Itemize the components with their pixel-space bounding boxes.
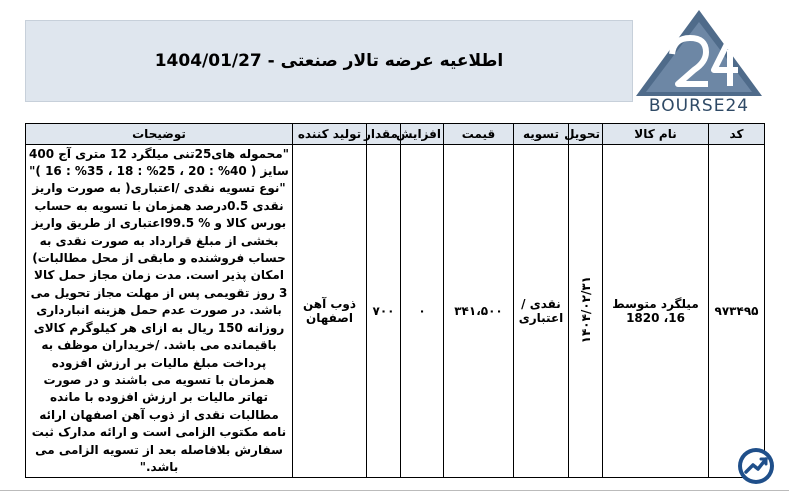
cell-increase: ۰: [401, 145, 444, 478]
cell-delivery: [569, 145, 603, 478]
header-increase: افزایش: [401, 124, 444, 145]
cell-producer: ذوب آهن اصفهان: [293, 145, 367, 478]
page-title: اطلاعیه عرضه تالار صنعتی - 1404/01/27: [154, 51, 504, 71]
header-product: نام کالا: [603, 124, 709, 145]
delivery-date: ۱۴۰۴/۰۲/۳۱: [578, 275, 593, 344]
title-banner: [25, 20, 633, 102]
cell-product: میلگرد متوسط 16، 1820: [603, 145, 709, 478]
header-price: قیمت: [444, 124, 514, 145]
cell-price: ۳۴۱،۵۰۰: [444, 145, 514, 478]
footer-divider: [0, 490, 789, 491]
cell-description: "محموله های25تنی میلگرد 12 متری آج 400 سایز ( 40% : 20 ، 25% : 18 ، 35% : 16 )" "نوع تسویه نقدی /اعتباری( به صورت واریز نقدی 0.5درصد همزمان با تسویه به حساب بورس کالا و % 99.5اعتباری از طریق واریز بخشی از مبلغ قرارداد به صورت نقدی به حساب فروشنده و مابقی از محل مطالبات) امکان پذیر است. مدت زمان مجاز حمل کالا 3 روز تقویمی پس از مهلت مجاز تحویل می باشد. در صورت عدم حمل هزینه انبارداری روزانه 150 ریال به ازای هر کیلوگرم کالای باقیمانده می باشد. /خریداران موظف به پرداخت مبلغ مالیات بر ارزش افزوده همزمان با تسویه می باشند و در صورت تهاتر مالیات بر ارزش افزوده با مانده مطالبات نقدی از ذوب آهن اصفهان ارائه نامه مکتوب الزامی است و ارائه مدارک ثبت سفارش بلافاصله بعد از تسویه الزامی می باشد.": [26, 145, 293, 478]
bourse24-badge-icon: [736, 446, 776, 486]
logo-wordmark: BOURSE24: [648, 96, 750, 116]
header-quantity: مقدار: [367, 124, 401, 145]
table-row: [26, 145, 765, 478]
header-delivery: تحویل: [569, 124, 603, 145]
offering-table: [25, 123, 765, 478]
table-header-row: [26, 124, 765, 145]
cell-code: ۹۷۳۴۹۵: [709, 145, 765, 478]
cell-settlement: نقدی / اعتباری: [514, 145, 569, 478]
cell-quantity: ۷۰۰: [367, 145, 401, 478]
header-settlement: تسویه: [514, 124, 569, 145]
header-producer: تولید کننده: [293, 124, 367, 145]
header-description: توضیحات: [26, 124, 293, 145]
header-code: کد: [709, 124, 765, 145]
